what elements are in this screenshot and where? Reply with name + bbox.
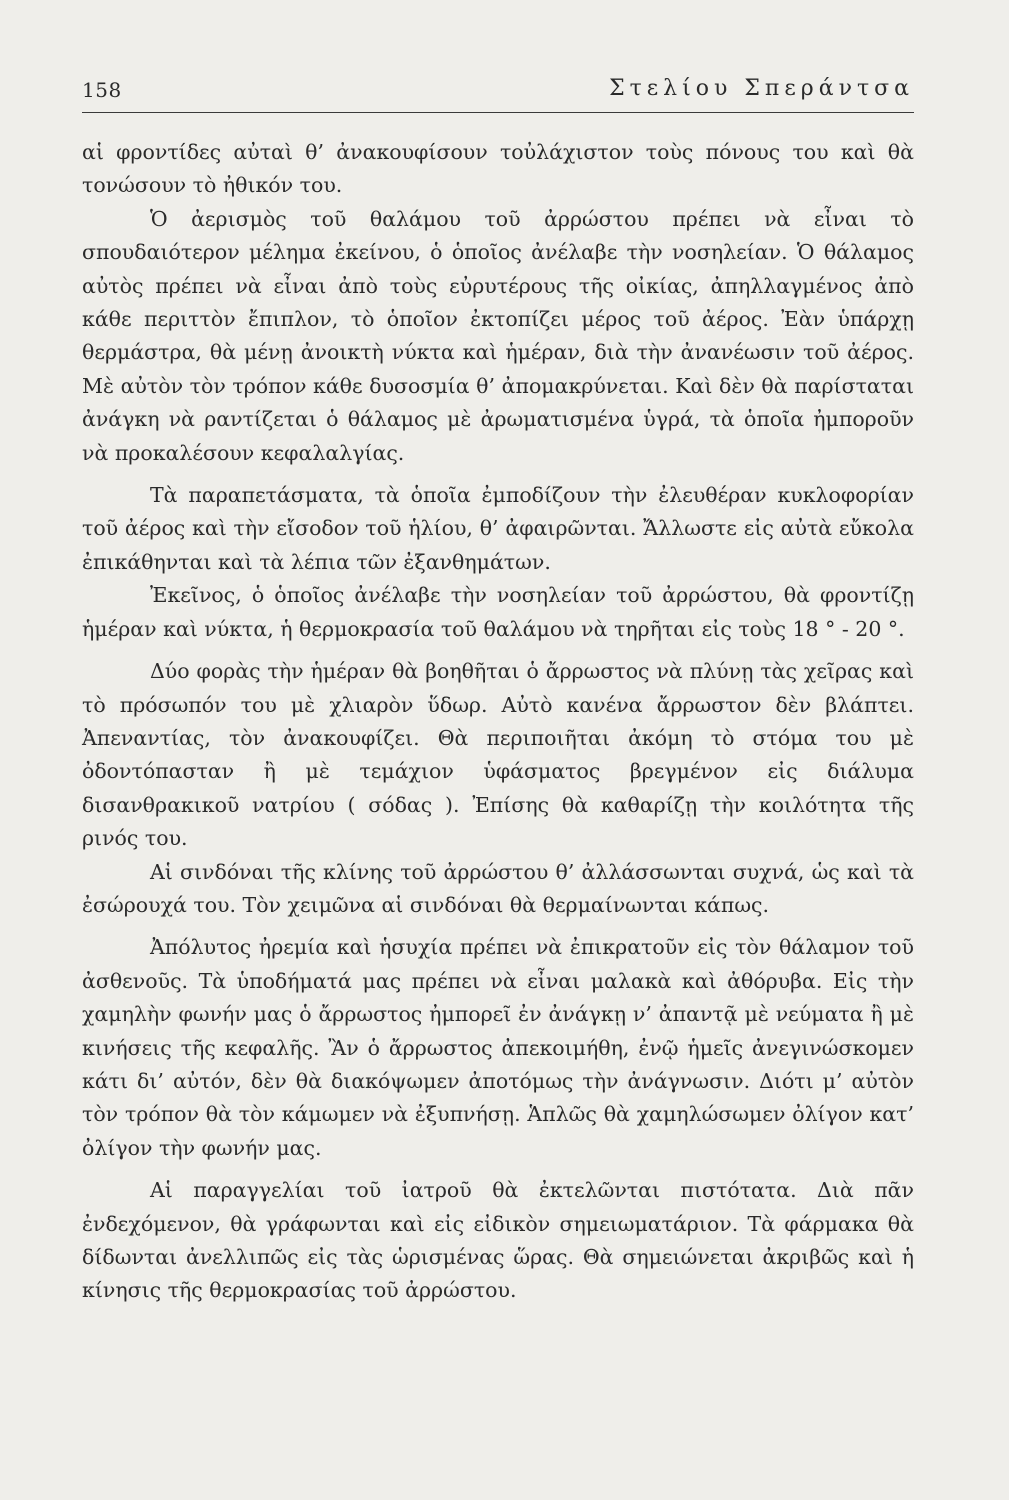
- paragraph-6: Αἱ σινδόναι τῆς κλίνης τοῦ ἀρρώστου θ’ ἀλλάσσωνται συχνά, ὡς καὶ τὰ ἐσώρουχά του. Τὸν χειμῶνα αἱ σινδόναι θὰ θερμαίνωνται κάπως.: [82, 859, 914, 917]
- page-number: 158: [82, 78, 122, 102]
- paragraph-3: Τὰ παραπετάσματα, τὰ ὁποῖα ἐμποδίζουν τὴν ἐλευθέραν κυκλοφορίαν τοῦ ἀέρος καὶ τὴν εἴσοδον τοῦ ἡλίου, θ’ ἀφαιρῶνται. Ἄλλωστε εἰς αὐτὰ εὔκολα ἐπικάθηνται καὶ τὰ λέπια τῶν ἐξανθημάτων.: [82, 483, 914, 574]
- body-text: [82, 136, 914, 1308]
- paragraph-2: Ὁ ἀερισμὸς τοῦ θαλάμου τοῦ ἀρρώστου πρέπει νὰ εἶναι τὸ σπουδαιότερον μέλημα ἐκείνου, ὁ ὁποῖος ἀνέλαβε τὴν νοσηλείαν. Ὁ θάλαμος αὐτὸς πρέπει νὰ εἶναι ἀπὸ τοὺς εὐρυτέρους τῆς οἰκίας, ἀπηλλαγμένος ἀπὸ κάθε περιττὸν ἔπιπλον, τὸ ὁποῖον ἐκτοπίζει μέρος τοῦ ἀέρος. Ἐὰν ὑπάρχῃ θερμάστρα, θὰ μένῃ ἀνοικτὴ νύκτα καὶ ἡμέραν, διὰ τὴν ἀνανέωσιν τοῦ ἀέρος. Μὲ αὐτὸν τὸν τρόπον κάθε δυσοσμία θ’ ἀπομακρύνεται. Καὶ δὲν θὰ παρίσταται ἀνάγκη νὰ ραντίζεται ὁ θάλαμος μὲ ἀρωματισμένα ὑγρά, τὰ ὁποῖα ἠμποροῦν νὰ προκαλέσουν κεφαλαλγίας.: [82, 206, 914, 465]
- paragraph-7: Ἀπόλυτος ἠρεμία καὶ ἡσυχία πρέπει νὰ ἐπικρατοῦν εἰς τὸν θάλαμον τοῦ ἀσθενοῦς. Τὰ ὑποδήματά μας πρέπει νὰ εἶναι μαλακὰ καὶ ἀθόρυβα. Εἰς τὴν χαμηλὴν φωνήν μας ὁ ἄρρωστος ἠμπορεῖ ἐν ἀνάγκῃ ν’ ἀπαντᾷ μὲ νεύματα ἢ μὲ κινήσεις τῆς κεφαλῆς. Ἂν ὁ ἄρρωστος ἀπεκοιμήθη, ἐνῷ ἡμεῖς ἀνεγινώσκομεν κάτι δι’ αὐτόν, δὲν θὰ διακόψωμεν ἀποτόμως τὴν ἀνάγνωσιν. Διότι μ’ αὐτὸν τὸν τρόπον θὰ τὸν κάμωμεν νὰ ἐξυπνήσῃ. Ἁπλῶς θὰ χαμηλώσωμεν ὀλίγον κατ’ ὀλίγον τὴν φωνήν μας.: [82, 935, 914, 1160]
- page-header: [82, 72, 914, 112]
- running-head: Στελίου Σπεράντσα: [609, 76, 914, 101]
- paragraph-8: Αἱ παραγγελίαι τοῦ ἰατροῦ θὰ ἐκτελῶνται πιστότατα. Διὰ πᾶν ἐνδεχόμενον, θὰ γράφωνται καὶ εἰς εἰδικὸν σημειωματάριον. Τὰ φάρμακα θὰ δίδωνται ἀνελλιπῶς εἰς τὰς ὡρισμένας ὥρας. Θὰ σημειώνεται ἀκριβῶς καὶ ἡ κίνησις τῆς θερμοκρασίας τοῦ ἀρρώστου.: [82, 1178, 914, 1303]
- header-rule: [82, 112, 914, 113]
- paragraph-4: Ἐκεῖνος, ὁ ὁποῖος ἀνέλαβε τὴν νοσηλείαν τοῦ ἀρρώστου, θὰ φροντίζῃ ἡμέραν καὶ νύκτα, ἡ θερμοκρασία τοῦ θαλάμου νὰ τηρῆται εἰς τοὺς 18 ° - 20 °.: [82, 583, 914, 641]
- paragraph-5: Δύο φορὰς τὴν ἡμέραν θὰ βοηθῆται ὁ ἄρρωστος νὰ πλύνῃ τὰς χεῖρας καὶ τὸ πρόσωπόν του μὲ χλιαρὸν ὕδωρ. Αὐτὸ κανένα ἄρρωστον δὲν βλάπτει. Ἀπεναντίας, τὸν ἀνακουφίζει. Θὰ περιποιῆται ἀκόμη τὸ στόμα του μὲ ὀδοντόπασταν ἢ μὲ τεμάχιον ὑφάσματος βρεγμένον εἰς διάλυμα δισανθρακικοῦ νατρίου ( σόδας ). Ἐπίσης θὰ καθαρίζῃ τὴν κοιλότητα τῆς ρινός του.: [82, 659, 914, 851]
- paragraph-1: αἱ φροντίδες αὐταὶ θ’ ἀνακουφίσουν τοὐλάχιστον τοὺς πόνους του καὶ θὰ τονώσουν τὸ ἠθικόν του.: [82, 140, 914, 198]
